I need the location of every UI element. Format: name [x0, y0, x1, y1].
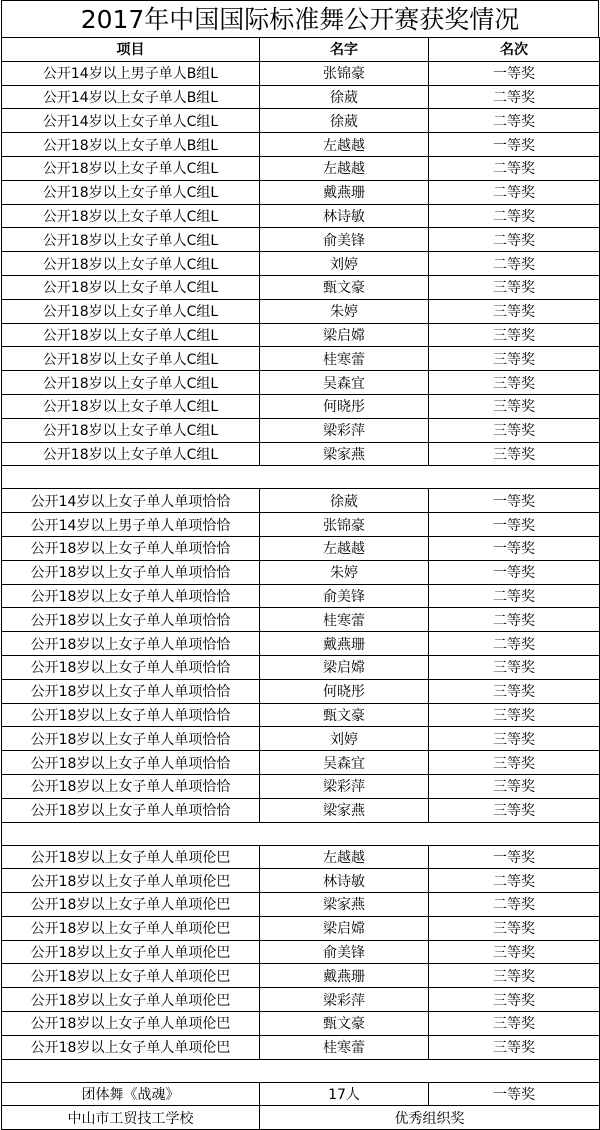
- rank-cell: 三等奖: [429, 679, 600, 703]
- event-cell: 公开18岁以上女子单人单项恰恰: [2, 536, 260, 560]
- rank-cell: 二等奖: [429, 632, 600, 656]
- table-row: [2, 536, 600, 560]
- name-cell: 左越越: [260, 845, 429, 869]
- event-cell: 公开18岁以上女子单人单项恰恰: [2, 727, 260, 751]
- rank-cell: 三等奖: [429, 442, 600, 466]
- name-cell: 朱婷: [260, 299, 429, 323]
- rank-cell: 一等奖: [429, 133, 600, 157]
- name-cell: 吴森宜: [260, 751, 429, 775]
- table-row: [2, 727, 600, 751]
- table-row: [2, 109, 600, 133]
- rank-cell: 三等奖: [429, 275, 600, 299]
- name-cell: 徐葳: [260, 109, 429, 133]
- event-cell: 公开18岁以上女子单人C组L: [2, 394, 260, 418]
- team-rank-cell: 一等奖: [429, 1082, 600, 1106]
- table-row: [2, 774, 600, 798]
- rank-cell: 二等奖: [429, 608, 600, 632]
- rank-cell: 三等奖: [429, 964, 600, 988]
- name-cell: 梁家燕: [260, 798, 429, 822]
- awards-body: [2, 61, 600, 1129]
- blank-row: [2, 466, 600, 489]
- name-cell: 梁家燕: [260, 442, 429, 466]
- event-cell: 公开18岁以上女子单人C组L: [2, 299, 260, 323]
- table-row: [2, 347, 600, 371]
- table-row: [2, 323, 600, 347]
- rank-cell: 三等奖: [429, 1012, 600, 1036]
- name-cell: 梁彩萍: [260, 774, 429, 798]
- name-cell: 徐葳: [260, 85, 429, 109]
- table-row: [2, 916, 600, 940]
- table-row: [2, 560, 600, 584]
- header-rank: 名次: [429, 38, 600, 62]
- name-cell: 桂寒蕾: [260, 1035, 429, 1059]
- event-cell: 公开14岁以上男子单人单项恰恰: [2, 513, 260, 537]
- rank-cell: 三等奖: [429, 988, 600, 1012]
- event-cell: 公开18岁以上女子单人单项伦巴: [2, 940, 260, 964]
- name-cell: 俞美锋: [260, 584, 429, 608]
- table-row: [2, 655, 600, 679]
- rank-cell: 三等奖: [429, 347, 600, 371]
- event-cell: 公开18岁以上女子单人C组L: [2, 442, 260, 466]
- table-row: [2, 1035, 600, 1059]
- rank-cell: 二等奖: [429, 156, 600, 180]
- rank-cell: 三等奖: [429, 798, 600, 822]
- header-event: 项目: [2, 38, 260, 62]
- event-cell: 公开18岁以上女子单人C组L: [2, 323, 260, 347]
- event-cell: 公开18岁以上女子单人单项伦巴: [2, 869, 260, 893]
- name-cell: 桂寒蕾: [260, 608, 429, 632]
- event-cell: 公开18岁以上女子单人B组L: [2, 133, 260, 157]
- awards-sheet: [1, 0, 599, 1130]
- event-cell: 公开18岁以上女子单人单项伦巴: [2, 916, 260, 940]
- blank-cell: [2, 1059, 600, 1082]
- table-row: [2, 893, 600, 917]
- rank-cell: 三等奖: [429, 916, 600, 940]
- event-cell: 公开18岁以上女子单人单项伦巴: [2, 893, 260, 917]
- rank-cell: 二等奖: [429, 180, 600, 204]
- name-cell: 俞美锋: [260, 228, 429, 252]
- name-cell: 张锦豪: [260, 513, 429, 537]
- event-cell: 公开14岁以上女子单人C组L: [2, 109, 260, 133]
- event-cell: 公开18岁以上女子单人C组L: [2, 252, 260, 276]
- table-row: [2, 964, 600, 988]
- table-row: [2, 679, 600, 703]
- rank-cell: 三等奖: [429, 299, 600, 323]
- table-row: [2, 299, 600, 323]
- event-cell: 公开18岁以上女子单人单项恰恰: [2, 655, 260, 679]
- name-cell: 甄文豪: [260, 1012, 429, 1036]
- event-cell: 公开18岁以上女子单人C组L: [2, 371, 260, 395]
- name-cell: 何晓彤: [260, 679, 429, 703]
- school-row: [2, 1106, 600, 1130]
- name-cell: 梁启嫦: [260, 323, 429, 347]
- team-event-cell: 团体舞《战魂》: [2, 1082, 260, 1106]
- table-row: [2, 85, 600, 109]
- rank-cell: 三等奖: [429, 727, 600, 751]
- name-cell: 朱婷: [260, 560, 429, 584]
- name-cell: 戴燕珊: [260, 180, 429, 204]
- table-row: [2, 180, 600, 204]
- sheet-title: 2017年中国国际标准舞公开赛获奖情况: [1, 0, 599, 37]
- rank-cell: 三等奖: [429, 655, 600, 679]
- event-cell: 公开18岁以上女子单人单项恰恰: [2, 608, 260, 632]
- name-cell: 梁启嫦: [260, 655, 429, 679]
- table-row: [2, 156, 600, 180]
- name-cell: 林诗敏: [260, 204, 429, 228]
- name-cell: 梁彩萍: [260, 988, 429, 1012]
- event-cell: 公开18岁以上女子单人单项恰恰: [2, 798, 260, 822]
- table-row: [2, 988, 600, 1012]
- event-cell: 公开14岁以上男子单人B组L: [2, 61, 260, 85]
- event-cell: 公开18岁以上女子单人C组L: [2, 228, 260, 252]
- rank-cell: 二等奖: [429, 204, 600, 228]
- event-cell: 公开18岁以上女子单人单项恰恰: [2, 584, 260, 608]
- event-cell: 公开14岁以上女子单人单项恰恰: [2, 489, 260, 513]
- rank-cell: 二等奖: [429, 109, 600, 133]
- rank-cell: 一等奖: [429, 513, 600, 537]
- table-row: [2, 275, 600, 299]
- rank-cell: 二等奖: [429, 869, 600, 893]
- name-cell: 刘婷: [260, 727, 429, 751]
- name-cell: 桂寒蕾: [260, 347, 429, 371]
- event-cell: 公开18岁以上女子单人单项恰恰: [2, 751, 260, 775]
- rank-cell: 一等奖: [429, 536, 600, 560]
- school-name-cell: 中山市工贸技工学校: [2, 1106, 260, 1130]
- name-cell: 张锦豪: [260, 61, 429, 85]
- event-cell: 公开18岁以上女子单人单项伦巴: [2, 964, 260, 988]
- name-cell: 甄文豪: [260, 275, 429, 299]
- table-row: [2, 940, 600, 964]
- school-award-cell: 优秀组织奖: [260, 1106, 600, 1130]
- event-cell: 公开18岁以上女子单人C组L: [2, 347, 260, 371]
- team-count-cell: 17人: [260, 1082, 429, 1106]
- name-cell: 左越越: [260, 536, 429, 560]
- rank-cell: 一等奖: [429, 560, 600, 584]
- name-cell: 刘婷: [260, 252, 429, 276]
- event-cell: 公开18岁以上女子单人单项伦巴: [2, 1035, 260, 1059]
- rank-cell: 二等奖: [429, 85, 600, 109]
- table-row: [2, 418, 600, 442]
- awards-table: [1, 37, 600, 1130]
- table-row: [2, 751, 600, 775]
- name-cell: 戴燕珊: [260, 964, 429, 988]
- name-cell: 何晓彤: [260, 394, 429, 418]
- event-cell: 公开18岁以上女子单人C组L: [2, 156, 260, 180]
- table-row: [2, 61, 600, 85]
- event-cell: 公开18岁以上女子单人C组L: [2, 275, 260, 299]
- table-row: [2, 869, 600, 893]
- event-cell: 公开18岁以上女子单人C组L: [2, 418, 260, 442]
- rank-cell: 一等奖: [429, 845, 600, 869]
- event-cell: 公开18岁以上女子单人单项伦巴: [2, 988, 260, 1012]
- rank-cell: 三等奖: [429, 751, 600, 775]
- table-row: [2, 608, 600, 632]
- name-cell: 林诗敏: [260, 869, 429, 893]
- rank-cell: 三等奖: [429, 940, 600, 964]
- rank-cell: 三等奖: [429, 1035, 600, 1059]
- rank-cell: 三等奖: [429, 703, 600, 727]
- event-cell: 公开18岁以上女子单人单项伦巴: [2, 845, 260, 869]
- team-row: [2, 1082, 600, 1106]
- table-row: [2, 1012, 600, 1036]
- name-cell: 梁彩萍: [260, 418, 429, 442]
- rank-cell: 三等奖: [429, 774, 600, 798]
- rank-cell: 一等奖: [429, 61, 600, 85]
- table-row: [2, 394, 600, 418]
- header-row: [2, 38, 600, 62]
- table-row: [2, 513, 600, 537]
- table-row: [2, 228, 600, 252]
- table-row: [2, 204, 600, 228]
- header-name: 名字: [260, 38, 429, 62]
- name-cell: 左越越: [260, 156, 429, 180]
- event-cell: 公开18岁以上女子单人单项恰恰: [2, 774, 260, 798]
- event-cell: 公开18岁以上女子单人单项恰恰: [2, 560, 260, 584]
- event-cell: 公开14岁以上女子单人B组L: [2, 85, 260, 109]
- table-row: [2, 133, 600, 157]
- event-cell: 公开18岁以上女子单人单项伦巴: [2, 1012, 260, 1036]
- table-row: [2, 798, 600, 822]
- name-cell: 戴燕珊: [260, 632, 429, 656]
- table-row: [2, 489, 600, 513]
- name-cell: 左越越: [260, 133, 429, 157]
- rank-cell: 三等奖: [429, 323, 600, 347]
- rank-cell: 二等奖: [429, 584, 600, 608]
- rank-cell: 三等奖: [429, 418, 600, 442]
- rank-cell: 一等奖: [429, 489, 600, 513]
- event-cell: 公开18岁以上女子单人C组L: [2, 180, 260, 204]
- event-cell: 公开18岁以上女子单人单项恰恰: [2, 703, 260, 727]
- name-cell: 梁家燕: [260, 893, 429, 917]
- table-row: [2, 371, 600, 395]
- rank-cell: 二等奖: [429, 252, 600, 276]
- blank-cell: [2, 822, 600, 845]
- blank-row: [2, 1059, 600, 1082]
- table-row: [2, 845, 600, 869]
- rank-cell: 二等奖: [429, 893, 600, 917]
- table-row: [2, 632, 600, 656]
- rank-cell: 三等奖: [429, 394, 600, 418]
- name-cell: 俞美锋: [260, 940, 429, 964]
- blank-row: [2, 822, 600, 845]
- event-cell: 公开18岁以上女子单人单项恰恰: [2, 679, 260, 703]
- table-row: [2, 442, 600, 466]
- table-row: [2, 252, 600, 276]
- name-cell: 梁启嫦: [260, 916, 429, 940]
- table-row: [2, 703, 600, 727]
- rank-cell: 三等奖: [429, 371, 600, 395]
- name-cell: 徐葳: [260, 489, 429, 513]
- rank-cell: 二等奖: [429, 228, 600, 252]
- table-row: [2, 584, 600, 608]
- event-cell: 公开18岁以上女子单人C组L: [2, 204, 260, 228]
- name-cell: 吴森宜: [260, 371, 429, 395]
- name-cell: 甄文豪: [260, 703, 429, 727]
- blank-cell: [2, 466, 600, 489]
- event-cell: 公开18岁以上女子单人单项恰恰: [2, 632, 260, 656]
